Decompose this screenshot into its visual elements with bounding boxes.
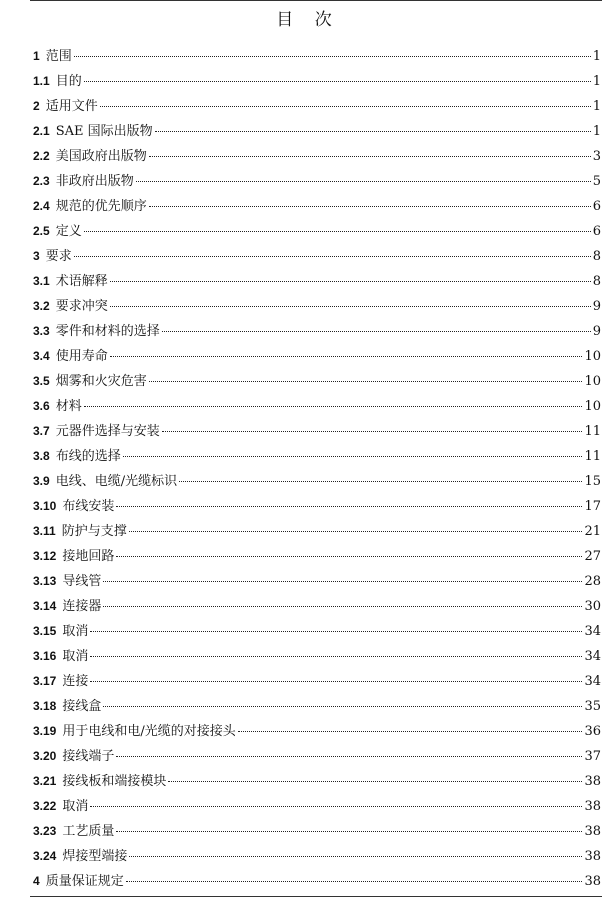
- toc-page-number: 10: [584, 399, 601, 414]
- toc-entry[interactable]: [33, 169, 601, 194]
- toc-dot-leader: [149, 156, 591, 157]
- toc-entry[interactable]: [33, 244, 601, 269]
- toc-page-number: 1: [592, 99, 601, 114]
- toc-section-number: 3.16: [33, 649, 57, 663]
- toc-section-number: 3.8: [33, 449, 50, 463]
- toc-page-number: 28: [584, 574, 601, 589]
- toc-entry[interactable]: [33, 369, 601, 394]
- toc-entry[interactable]: [33, 69, 601, 94]
- toc-page-number: 21: [584, 524, 601, 539]
- toc-section-title: 材料: [55, 399, 82, 414]
- toc-entry[interactable]: [33, 519, 601, 544]
- toc-dot-leader: [149, 381, 583, 382]
- toc-section-number: 2.2: [33, 149, 50, 163]
- toc-dot-leader: [149, 206, 591, 207]
- toc-page-number: 35: [584, 699, 601, 714]
- toc-entry[interactable]: [33, 219, 601, 244]
- toc-page-number: 11: [584, 424, 601, 439]
- toc-section-number: 3.7: [33, 424, 50, 438]
- toc-dot-leader: [84, 231, 591, 232]
- toc-section-title: 规范的优先顺序: [55, 199, 147, 214]
- toc-section-title: 取消: [62, 799, 89, 814]
- toc-section-title: 连接器: [62, 599, 102, 614]
- toc-section-title: 接地回路: [62, 549, 115, 564]
- toc-dot-leader: [110, 281, 591, 282]
- toc-page-number: 38: [584, 774, 601, 789]
- toc-section-number: 3.11: [33, 524, 56, 538]
- toc-page-number: 9: [592, 324, 601, 339]
- toc-page-number: 1: [592, 49, 601, 64]
- toc-page-number: 34: [584, 624, 601, 639]
- toc-dot-leader: [238, 731, 583, 732]
- toc-section-title: 质量保证规定: [45, 874, 124, 889]
- toc-dot-leader: [168, 781, 582, 782]
- toc-entry[interactable]: [33, 294, 601, 319]
- toc-page-number: 11: [584, 449, 601, 464]
- toc-dot-leader: [162, 431, 583, 432]
- toc-section-number: 3.14: [33, 599, 57, 613]
- toc-section-number: 2.3: [33, 174, 50, 188]
- toc-section-title: 要求: [45, 249, 72, 264]
- toc-section-number: 3.9: [33, 474, 50, 488]
- toc-page-number: 1: [592, 74, 601, 89]
- toc-entry[interactable]: [33, 594, 601, 619]
- table-of-contents: [33, 44, 601, 894]
- toc-section-title: 工艺质量: [62, 824, 115, 839]
- toc-entry[interactable]: [33, 144, 601, 169]
- toc-page-number: 37: [584, 749, 601, 764]
- toc-section-title: 接线板和端接模块: [62, 774, 167, 789]
- toc-entry[interactable]: [33, 694, 601, 719]
- toc-page-number: 17: [584, 499, 601, 514]
- toc-section-number: 3.6: [33, 399, 50, 413]
- toc-entry[interactable]: [33, 869, 601, 894]
- toc-dot-leader: [103, 581, 582, 582]
- toc-section-title: 要求冲突: [55, 299, 108, 314]
- toc-section-number: 3.23: [33, 824, 57, 838]
- toc-section-number: 3.22: [33, 799, 57, 813]
- toc-entry[interactable]: [33, 794, 601, 819]
- toc-entry[interactable]: [33, 394, 601, 419]
- toc-dot-leader: [103, 706, 582, 707]
- toc-section-title: 焊接型端接: [62, 849, 128, 864]
- toc-section-number: 3.3: [33, 324, 50, 338]
- toc-section-title: 接线端子: [62, 749, 115, 764]
- toc-entry[interactable]: [33, 419, 601, 444]
- toc-entry[interactable]: [33, 444, 601, 469]
- toc-page-number: 38: [584, 799, 601, 814]
- toc-section-title: 布线的选择: [55, 449, 121, 464]
- toc-dot-leader: [129, 531, 583, 532]
- toc-section-number: 4: [33, 874, 40, 888]
- toc-dot-leader: [90, 681, 582, 682]
- toc-dot-leader: [103, 606, 582, 607]
- toc-section-number: 3.13: [33, 574, 57, 588]
- top-rule: [30, 0, 602, 1]
- toc-section-title: 取消: [62, 624, 89, 639]
- toc-page-number: 36: [584, 724, 601, 739]
- toc-entry[interactable]: [33, 194, 601, 219]
- toc-section-number: 3.2: [33, 299, 50, 313]
- toc-section-title: 电线、电缆/光缆标识: [55, 474, 178, 489]
- toc-page-number: 8: [592, 274, 601, 289]
- toc-section-title: 用于电线和电/光缆的对接接头: [62, 724, 236, 739]
- toc-entry[interactable]: [33, 494, 601, 519]
- toc-dot-leader: [90, 656, 582, 657]
- toc-dot-leader: [84, 81, 591, 82]
- toc-section-number: 3: [33, 249, 40, 263]
- toc-entry[interactable]: [33, 119, 601, 144]
- toc-dot-leader: [110, 356, 583, 357]
- toc-entry[interactable]: [33, 469, 601, 494]
- toc-section-number: 3.10: [33, 499, 57, 513]
- toc-section-number: 3.5: [33, 374, 50, 388]
- toc-section-number: 3.12: [33, 549, 57, 563]
- toc-section-number: 3.18: [33, 699, 57, 713]
- toc-section-title: 取消: [62, 649, 89, 664]
- toc-section-number: 3.20: [33, 749, 57, 763]
- toc-dot-leader: [74, 256, 591, 257]
- bottom-rule: [30, 896, 602, 897]
- toc-dot-leader: [129, 856, 582, 857]
- toc-section-number: 1.1: [33, 74, 50, 88]
- toc-section-number: 1: [33, 49, 40, 63]
- toc-entry[interactable]: [33, 719, 601, 744]
- toc-entry[interactable]: [33, 619, 601, 644]
- toc-page-number: 6: [592, 199, 601, 214]
- toc-section-number: 3.17: [33, 674, 57, 688]
- toc-section-number: 3.15: [33, 624, 57, 638]
- toc-page-number: 9: [592, 299, 601, 314]
- toc-section-number: 3.21: [33, 774, 57, 788]
- toc-page-number: 30: [584, 599, 601, 614]
- toc-page-number: 38: [584, 874, 601, 889]
- toc-page-number: 38: [584, 824, 601, 839]
- toc-entry[interactable]: [33, 344, 601, 369]
- toc-page-number: 10: [584, 374, 601, 389]
- toc-section-title: 导线管: [62, 574, 102, 589]
- toc-entry[interactable]: [33, 319, 601, 344]
- toc-dot-leader: [179, 481, 582, 482]
- toc-section-title: 使用寿命: [55, 349, 108, 364]
- toc-section-title: 定义: [55, 224, 82, 239]
- toc-page-number: 34: [584, 649, 601, 664]
- toc-section-title: 适用文件: [45, 99, 98, 114]
- toc-section-title: 布线安装: [62, 499, 115, 514]
- toc-dot-leader: [126, 881, 583, 882]
- toc-section-number: 2.1: [33, 124, 50, 138]
- toc-section-number: 2.5: [33, 224, 50, 238]
- toc-section-title: 连接: [62, 674, 89, 689]
- page-title: 目 次: [276, 10, 340, 30]
- toc-entry[interactable]: [33, 44, 601, 69]
- toc-page-number: 8: [592, 249, 601, 264]
- toc-section-title: SAE 国际出版物: [55, 124, 153, 139]
- toc-dot-leader: [100, 106, 591, 107]
- toc-section-number: 3.24: [33, 849, 57, 863]
- toc-page-number: 15: [584, 474, 601, 489]
- toc-dot-leader: [90, 806, 582, 807]
- toc-section-title: 美国政府出版物: [55, 149, 147, 164]
- toc-entry[interactable]: [33, 269, 601, 294]
- toc-section-title: 零件和材料的选择: [55, 324, 160, 339]
- toc-entry[interactable]: [33, 544, 601, 569]
- toc-page-number: 38: [584, 849, 601, 864]
- toc-entry[interactable]: [33, 569, 601, 594]
- toc-entry[interactable]: [33, 844, 601, 869]
- toc-section-number: 2.4: [33, 199, 50, 213]
- toc-page-number: 10: [584, 349, 601, 364]
- toc-section-title: 接线盒: [62, 699, 102, 714]
- toc-entry[interactable]: [33, 744, 601, 769]
- toc-page-number: 5: [592, 174, 601, 189]
- toc-dot-leader: [136, 181, 591, 182]
- toc-dot-leader: [90, 631, 582, 632]
- toc-dot-leader: [155, 131, 591, 132]
- toc-dot-leader: [123, 456, 583, 457]
- toc-dot-leader: [84, 406, 583, 407]
- toc-section-number: 2: [33, 99, 40, 113]
- toc-entry[interactable]: [33, 819, 601, 844]
- toc-section-title: 防护与支撑: [61, 524, 127, 539]
- toc-section-number: 3.19: [33, 724, 57, 738]
- toc-page-number: 27: [584, 549, 601, 564]
- toc-dot-leader: [116, 556, 582, 557]
- toc-entry[interactable]: [33, 644, 601, 669]
- toc-entry[interactable]: [33, 94, 601, 119]
- toc-section-number: 3.1: [33, 274, 50, 288]
- toc-page-number: 6: [592, 224, 601, 239]
- toc-entry[interactable]: [33, 669, 601, 694]
- toc-page-number: 1: [592, 124, 601, 139]
- toc-section-title: 术语解释: [55, 274, 108, 289]
- toc-entry[interactable]: [33, 769, 601, 794]
- toc-section-number: 3.4: [33, 349, 50, 363]
- toc-section-title: 目的: [55, 74, 82, 89]
- toc-page-number: 3: [592, 149, 601, 164]
- toc-dot-leader: [162, 331, 591, 332]
- toc-dot-leader: [74, 56, 591, 57]
- toc-dot-leader: [116, 831, 582, 832]
- toc-dot-leader: [116, 506, 582, 507]
- toc-section-title: 非政府出版物: [55, 174, 134, 189]
- toc-page-number: 34: [584, 674, 601, 689]
- toc-dot-leader: [110, 306, 591, 307]
- toc-section-title: 元器件选择与安装: [55, 424, 160, 439]
- toc-section-title: 烟雾和火灾危害: [55, 374, 147, 389]
- toc-section-title: 范围: [45, 49, 72, 64]
- toc-dot-leader: [116, 756, 582, 757]
